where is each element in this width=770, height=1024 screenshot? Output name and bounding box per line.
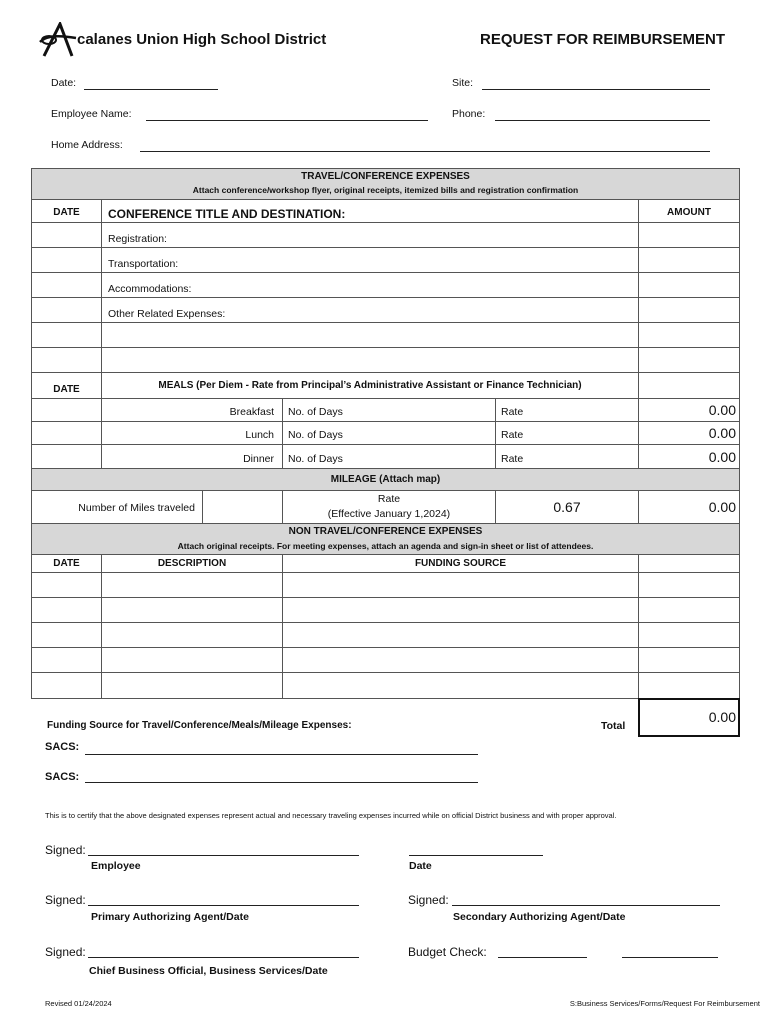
signed-label-employee: Signed: (45, 843, 86, 857)
nontravel-date-cell[interactable] (31, 622, 102, 648)
mileage-rate-label: Rate (377, 493, 401, 505)
funding-source-header: FUNDING SOURCE (414, 558, 507, 569)
phone-label: Phone: (452, 108, 486, 120)
form-title: REQUEST FOR REIMBURSEMENT (480, 31, 726, 48)
sacs-field-1[interactable] (85, 754, 478, 755)
travel-amount-cell[interactable] (638, 322, 740, 348)
mileage-rate-value: 0.67 (553, 499, 581, 515)
nontravel-amount-cell[interactable] (638, 572, 740, 598)
site-label: Site: (452, 77, 474, 89)
sacs-label-2: SACS: (45, 771, 80, 783)
mileage-title: MILEAGE (Attach map) (330, 474, 441, 485)
travel-date-header: DATE (53, 207, 80, 218)
travel-amount-cell[interactable] (638, 347, 740, 373)
nontravel-date-cell[interactable] (31, 672, 102, 699)
nontravel-amount-cell[interactable] (638, 597, 740, 623)
sacs-label-1: SACS: (45, 741, 80, 753)
nontravel-title: NON TRAVEL/CONFERENCE EXPENSES (288, 526, 483, 537)
nontravel-fund-cell[interactable] (282, 572, 639, 598)
signed-label-secondary: Signed: (408, 893, 449, 907)
travel-subtitle: Attach conference/workshop flyer, original receipts, itemized bills and registration confirmation (192, 185, 579, 195)
employee-label: Employee (91, 860, 141, 872)
rate-label: Rate (501, 429, 524, 441)
registration-label: Registration: (108, 233, 167, 245)
certification-text: This is to certify that the above designated expenses represent actual and necessary traveling expenses incurred while on official District business and with proper approval. (45, 811, 617, 820)
travel-amount-cell[interactable] (638, 272, 740, 298)
home-address-label: Home Address: (51, 139, 123, 151)
travel-amount-cell[interactable] (638, 297, 740, 323)
nontravel-amount-cell[interactable] (638, 672, 740, 699)
file-path: S:Business Services/Forms/Request For Reimbursement (569, 999, 760, 1008)
district-name: calanes Union High School District (77, 31, 327, 48)
employee-name-field[interactable] (146, 120, 428, 121)
budget-check-field-2[interactable] (622, 957, 718, 958)
district-logo (38, 22, 78, 58)
home-address-field[interactable] (140, 151, 710, 152)
travel-date-cell[interactable] (31, 322, 102, 348)
nontravel-desc-cell[interactable] (101, 622, 283, 648)
nontravel-date-cell[interactable] (31, 647, 102, 673)
nontravel-fund-cell[interactable] (282, 672, 639, 699)
rate-label: Rate (501, 406, 524, 418)
miles-input-cell[interactable] (202, 490, 283, 524)
nontravel-fund-cell[interactable] (282, 597, 639, 623)
rate-label: Rate (501, 453, 524, 465)
nontravel-date-cell[interactable] (31, 572, 102, 598)
budget-check-field-1[interactable] (498, 957, 587, 958)
date-field[interactable] (84, 89, 218, 90)
phone-field[interactable] (495, 120, 710, 121)
secondary-agent-label: Secondary Authorizing Agent/Date (453, 911, 626, 923)
revised-date: Revised 01/24/2024 (45, 999, 112, 1008)
accommodations-label: Accommodations: (108, 283, 192, 295)
other-expenses-label: Other Related Expenses: (108, 308, 226, 320)
total-label: Total (601, 720, 626, 732)
budget-check-label: Budget Check: (408, 945, 487, 959)
nontravel-date-cell[interactable] (31, 597, 102, 623)
sacs-field-2[interactable] (85, 782, 478, 783)
meal-amount: 0.00 (708, 425, 736, 441)
meal-date-cell[interactable] (31, 444, 102, 469)
transportation-label: Transportation: (108, 258, 179, 270)
nontravel-amount-cell[interactable] (638, 622, 740, 648)
signed-label-primary: Signed: (45, 893, 86, 907)
meal-label: Lunch (245, 429, 274, 441)
nontravel-desc-cell[interactable] (101, 672, 283, 699)
cbo-label: Chief Business Official, Business Services/Date (89, 965, 328, 977)
meal-date-cell[interactable] (31, 421, 102, 445)
total-value: 0.00 (708, 709, 736, 725)
funding-label: Funding Source for Travel/Conference/Meals/Mileage Expenses: (47, 720, 352, 731)
description-header: DESCRIPTION (157, 558, 227, 569)
meals-date-header: DATE (53, 384, 80, 395)
travel-title: TRAVEL/CONFERENCE EXPENSES (301, 171, 470, 182)
travel-date-cell[interactable] (31, 222, 102, 248)
conference-title-header: CONFERENCE TITLE AND DESTINATION: (108, 207, 346, 221)
meal-date-cell[interactable] (31, 398, 102, 422)
days-label: No. of Days (288, 429, 343, 441)
nontravel-desc-cell[interactable] (101, 572, 283, 598)
mileage-rate-note: (Effective January 1,2024) (327, 508, 451, 520)
nontravel-desc-cell[interactable] (101, 597, 283, 623)
travel-desc-cell[interactable] (101, 347, 639, 373)
signed-label-cbo: Signed: (45, 945, 86, 959)
employee-signature-field[interactable] (88, 855, 359, 856)
nontravel-amount-cell[interactable] (638, 647, 740, 673)
date-sign-label: Date (409, 860, 432, 872)
miles-label: Number of Miles traveled (78, 502, 195, 514)
nontravel-subtitle: Attach original receipts. For meeting expenses, attach an agenda and sign-in sheet or list of attendees. (177, 541, 594, 551)
travel-desc-cell[interactable] (101, 322, 639, 348)
secondary-signature-field[interactable] (452, 905, 720, 906)
primary-agent-label: Primary Authorizing Agent/Date (91, 911, 249, 923)
primary-signature-field[interactable] (88, 905, 359, 906)
nontravel-date-header: DATE (53, 558, 80, 569)
cbo-signature-field[interactable] (88, 957, 359, 958)
meal-label: Breakfast (229, 406, 274, 418)
days-label: No. of Days (288, 406, 343, 418)
mileage-amount: 0.00 (708, 499, 736, 515)
site-field[interactable] (482, 89, 710, 90)
travel-amount-cell[interactable] (638, 222, 740, 248)
meal-amount: 0.00 (708, 402, 736, 418)
date-label: Date: (51, 77, 77, 89)
employee-name-label: Employee Name: (51, 108, 132, 120)
nontravel-fund-cell[interactable] (282, 622, 639, 648)
nontravel-fund-cell[interactable] (282, 647, 639, 673)
meal-label: Dinner (243, 453, 274, 465)
amount-header: AMOUNT (667, 207, 711, 218)
meals-title: MEALS (Per Diem - Rate from Principal’s Administrative Assistant or Finance Technician) (158, 380, 582, 391)
travel-date-cell[interactable] (31, 247, 102, 273)
travel-date-cell[interactable] (31, 347, 102, 373)
meal-amount: 0.00 (708, 449, 736, 465)
days-label: No. of Days (288, 453, 343, 465)
nontravel-desc-cell[interactable] (101, 647, 283, 673)
travel-date-cell[interactable] (31, 297, 102, 323)
travel-amount-cell[interactable] (638, 247, 740, 273)
travel-date-cell[interactable] (31, 272, 102, 298)
employee-date-field[interactable] (409, 855, 543, 856)
